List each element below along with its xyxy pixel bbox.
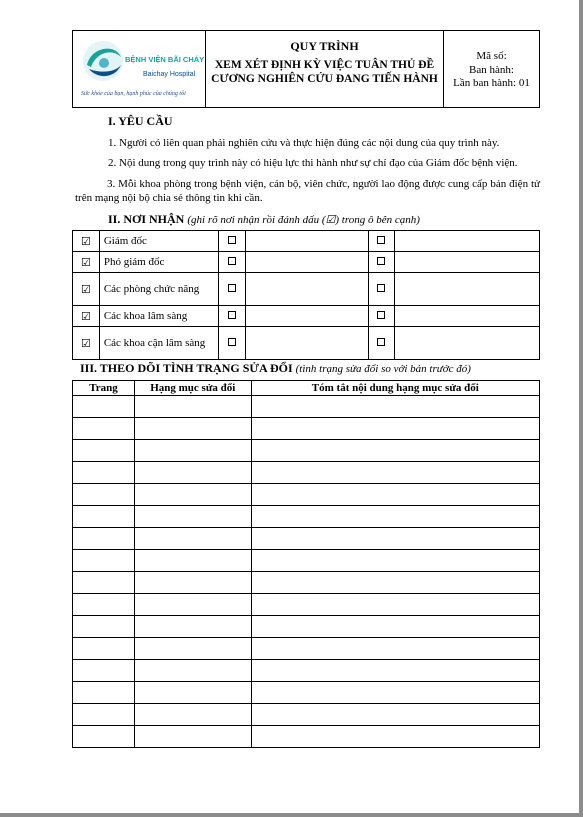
recipient-row — [73, 273, 540, 306]
empty-checkbox[interactable] — [219, 273, 246, 306]
document-meta — [444, 31, 539, 107]
summary-cell[interactable] — [251, 616, 539, 638]
summary-cell[interactable] — [251, 440, 539, 462]
checkbox-icon — [228, 257, 236, 265]
revision-row — [73, 484, 540, 506]
checked-box-icon: ☑ — [80, 283, 91, 296]
revised-item-cell[interactable] — [134, 550, 251, 572]
empty-checkbox[interactable] — [219, 231, 246, 252]
requirement-item-2: 2. Nội dung trong quy trình này có hiệu lực thi hành như sự chỉ đạo của Giám đốc bệnh viện. — [108, 157, 518, 169]
checkbox-icon — [228, 311, 236, 319]
recipient-blank[interactable] — [395, 252, 540, 273]
title-line-1: QUY TRÌNH — [290, 39, 359, 53]
section-2-note: (ghi rõ nơi nhận rồi đánh dấu (☑) trong ô bên cạnh) — [187, 214, 420, 226]
summary-cell[interactable] — [251, 396, 539, 418]
revision-row — [73, 660, 540, 682]
section-2-heading — [108, 212, 420, 227]
revision-row — [73, 462, 540, 484]
code-label: Mã số: — [476, 50, 507, 62]
recipient-label-text: Các khoa cận lâm sàng — [103, 337, 206, 349]
recipient-label — [99, 273, 218, 306]
revised-item-cell[interactable] — [134, 616, 251, 638]
recipient-label — [99, 327, 218, 360]
issued-label: Ban hành: — [469, 63, 514, 76]
revision-row — [73, 396, 540, 418]
col-summary: Tóm tắt nội dung hạng mục sửa đổi — [251, 381, 539, 396]
checkbox-icon — [377, 311, 385, 319]
summary-cell[interactable] — [251, 418, 539, 440]
checkbox-icon — [228, 284, 236, 292]
recipient-row — [73, 252, 540, 273]
revision-row — [73, 506, 540, 528]
empty-checkbox[interactable] — [219, 306, 246, 327]
requirement-item-3: 3. Mỗi khoa phòng trong bệnh viện, cán bộ, viên chức, người lao động được cung cấp bản điện tử trên mạng nội bộ chia sẻ thông tin khi cần. — [75, 178, 540, 204]
checked-box-icon: ☑ — [80, 310, 91, 323]
revised-item-cell[interactable] — [134, 440, 251, 462]
recipient-label-text: Các khoa lâm sàng — [103, 310, 188, 322]
empty-checkbox[interactable] — [219, 252, 246, 273]
page-cell[interactable] — [73, 396, 135, 418]
section-3-heading — [80, 361, 471, 376]
checkbox-icon — [377, 257, 385, 265]
page-cell[interactable] — [73, 462, 135, 484]
logo-slogan: Sức khỏe của bạn, hạnh phúc của chúng tôi — [81, 91, 186, 97]
recipient-label-text: Các phòng chức năng — [103, 283, 200, 295]
col-revised-item: Hạng mục sửa đổi — [134, 381, 251, 396]
revision-row — [73, 572, 540, 594]
recipient-label-text: Giám đốc — [103, 235, 147, 247]
summary-cell[interactable] — [251, 528, 539, 550]
document-header — [72, 30, 540, 108]
page-cell[interactable] — [73, 572, 135, 594]
revised-item-cell[interactable] — [134, 638, 251, 660]
summary-cell[interactable] — [251, 550, 539, 572]
checked-box-icon: ☑ — [80, 256, 91, 269]
revised-item-cell[interactable] — [134, 594, 251, 616]
recipient-checkbox[interactable] — [73, 306, 100, 327]
recipient-label — [99, 231, 218, 252]
page-cell[interactable] — [73, 682, 135, 704]
checked-box-icon: ☑ — [80, 337, 91, 350]
revision-row — [73, 440, 540, 462]
page-cell[interactable] — [73, 616, 135, 638]
page-cell[interactable] — [73, 638, 135, 660]
page-cell[interactable] — [73, 484, 135, 506]
recipient-blank[interactable] — [395, 327, 540, 360]
page-cell[interactable] — [73, 506, 135, 528]
section-3-title: III. THEO DÕI TÌNH TRẠNG SỬA ĐỔI — [80, 361, 293, 375]
checkbox-icon — [228, 236, 236, 244]
empty-checkbox[interactable] — [368, 231, 395, 252]
revised-item-cell[interactable] — [134, 726, 251, 748]
checkbox-icon — [377, 338, 385, 346]
empty-checkbox[interactable] — [219, 327, 246, 360]
section-2-title: II. NƠI NHẬN — [108, 212, 185, 226]
recipient-checkbox[interactable] — [73, 327, 100, 360]
col-page: Trang — [73, 381, 135, 396]
summary-cell[interactable] — [251, 594, 539, 616]
recipient-checkbox[interactable] — [73, 231, 100, 252]
summary-cell[interactable] — [251, 682, 539, 704]
empty-checkbox[interactable] — [368, 273, 395, 306]
revision-row — [73, 726, 540, 748]
hospital-logo-icon — [81, 39, 125, 83]
recipient-row — [73, 327, 540, 360]
recipient-checkbox[interactable] — [73, 252, 100, 273]
page-cell[interactable] — [73, 550, 135, 572]
section-1-heading: I. YÊU CẦU — [108, 114, 173, 128]
recipient-row — [73, 306, 540, 327]
section-3-note: (tình trạng sửa đổi so với bản trước đó) — [295, 363, 471, 375]
recipient-blank[interactable] — [395, 231, 540, 252]
page-cell[interactable] — [73, 440, 135, 462]
page-cell[interactable] — [73, 726, 135, 748]
revision-row — [73, 528, 540, 550]
recipient-blank[interactable] — [395, 306, 540, 327]
summary-cell[interactable] — [251, 484, 539, 506]
requirement-item-1: 1. Người có liên quan phải nghiên cứu và thực hiện đúng các nội dung của quy trình này. — [108, 137, 500, 149]
revised-item-cell[interactable] — [134, 418, 251, 440]
empty-checkbox[interactable] — [368, 252, 395, 273]
procedure-title — [206, 31, 444, 107]
revised-item-cell[interactable] — [134, 528, 251, 550]
summary-cell[interactable] — [251, 726, 539, 748]
revised-item-cell[interactable] — [134, 462, 251, 484]
recipient-blank[interactable] — [395, 273, 540, 306]
recipient-label — [99, 252, 218, 273]
page-cell[interactable] — [73, 704, 135, 726]
recipient-blank[interactable] — [245, 273, 368, 306]
revision-row — [73, 418, 540, 440]
recipient-blank[interactable] — [245, 327, 368, 360]
summary-cell[interactable] — [251, 638, 539, 660]
summary-cell[interactable] — [251, 660, 539, 682]
recipient-checkbox[interactable] — [73, 273, 100, 306]
revision-row — [73, 682, 540, 704]
summary-cell[interactable] — [251, 704, 539, 726]
revised-item-cell[interactable] — [134, 506, 251, 528]
revised-item-cell[interactable] — [134, 484, 251, 506]
page-cell[interactable] — [73, 528, 135, 550]
hospital-logo — [73, 31, 206, 107]
checkbox-icon — [228, 338, 236, 346]
revision-table — [72, 380, 540, 748]
revised-item-cell[interactable] — [134, 396, 251, 418]
page-cell[interactable] — [73, 418, 135, 440]
logo-hospital-name-en: Baichay Hospital — [143, 71, 196, 78]
checked-box-icon: ☑ — [80, 235, 91, 248]
logo-hospital-name: BỆNH VIỆN BÃI CHÁY — [125, 55, 205, 64]
checkbox-icon — [377, 284, 385, 292]
title-main: XEM XÉT ĐỊNH KỲ VIỆC TUÂN THỦ ĐỀ CƯƠNG NGHIÊN CỨU ĐANG TIẾN HÀNH — [211, 59, 438, 85]
summary-cell[interactable] — [251, 572, 539, 594]
recipient-blank[interactable] — [245, 231, 368, 252]
recipient-row — [73, 231, 540, 252]
edition-label: Lần ban hành: 01 — [453, 77, 530, 89]
recipient-blank[interactable] — [245, 306, 368, 327]
recipient-blank[interactable] — [245, 252, 368, 273]
recipients-table — [72, 230, 540, 360]
summary-cell[interactable] — [251, 506, 539, 528]
summary-cell[interactable] — [251, 462, 539, 484]
revision-row — [73, 704, 540, 726]
revised-item-cell[interactable] — [134, 660, 251, 682]
revision-header-row — [73, 381, 540, 396]
empty-checkbox[interactable] — [368, 327, 395, 360]
revised-item-cell[interactable] — [134, 572, 251, 594]
page-cell[interactable] — [73, 594, 135, 616]
revised-item-cell[interactable] — [134, 704, 251, 726]
recipient-label-text: Phó giám đốc — [103, 256, 165, 268]
page-cell[interactable] — [73, 660, 135, 682]
revision-row — [73, 594, 540, 616]
revision-row — [73, 638, 540, 660]
revised-item-cell[interactable] — [134, 682, 251, 704]
revision-row — [73, 550, 540, 572]
empty-checkbox[interactable] — [368, 306, 395, 327]
checkbox-icon — [377, 236, 385, 244]
recipient-label — [99, 306, 218, 327]
revision-row — [73, 616, 540, 638]
